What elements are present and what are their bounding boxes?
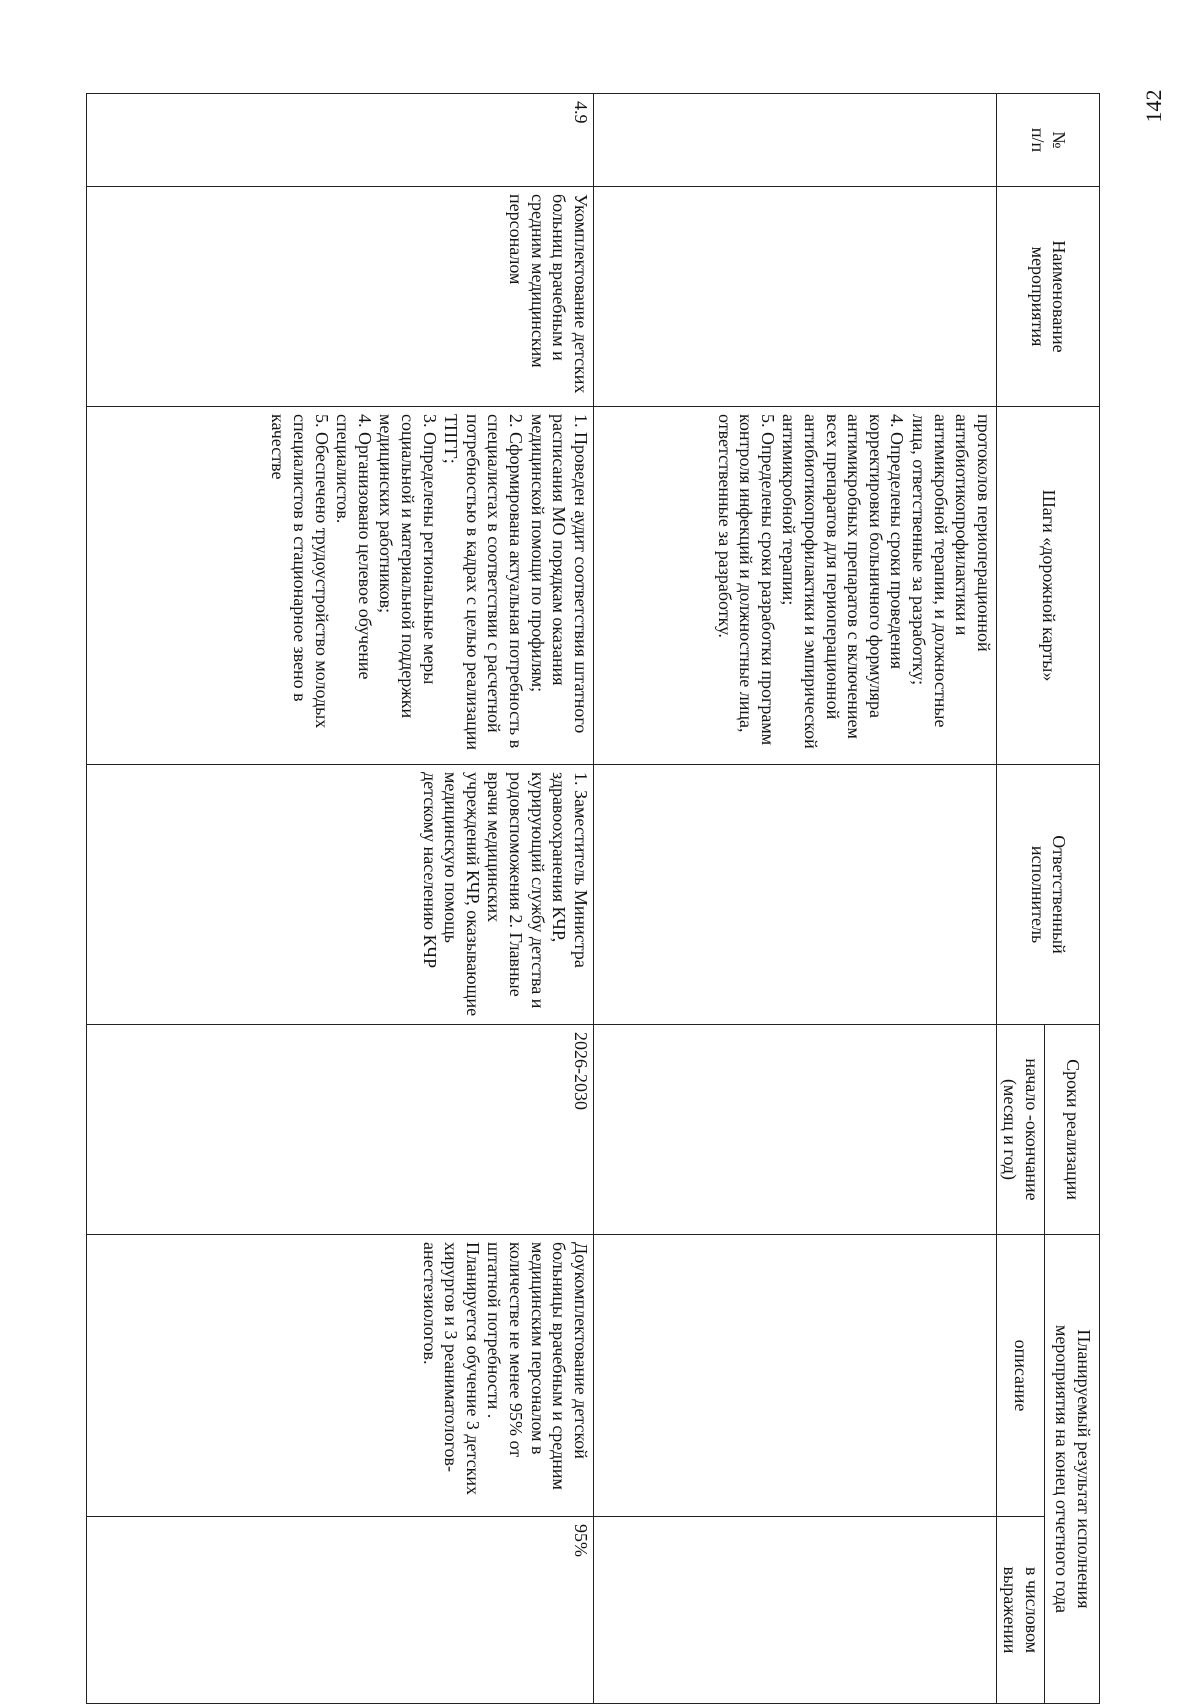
cell-num [593, 94, 996, 187]
header-result-desc: описание [996, 1235, 1044, 1517]
header-steps: Шаги «дорожной карты» [996, 407, 1099, 765]
cell-name [593, 187, 996, 407]
table-row [593, 94, 996, 1704]
header-name: Наименование мероприятия [996, 187, 1099, 407]
cell-steps: протоколов периоперационной антибиотикопрофилактики и антимикробной терапии, и должностные лица, ответственные за разработку; 4. Определены сроки проведения корректировки больничного формуляра антимикробных препаратов с включением всех препаратов для периоперационной антибиотикопрофилактики и эмпирической антимикробной терапии; 5. Определены сроки разработки программ контроля инфекций и должностные лица, ответственные за разработку. [593, 407, 996, 765]
cell-result-num: 95% [87, 1517, 594, 1704]
rotated-page [86, 93, 1100, 1703]
cell-num: 4.9 [87, 94, 594, 187]
roadmap-table [86, 93, 1100, 1704]
cell-terms [593, 1025, 996, 1235]
cell-name: Укомплектование детских больниц врачебным и средним медицинским персоналом [87, 187, 594, 407]
page-number: 142 [1141, 89, 1166, 123]
cell-steps: 1. Проведен аудит соответствия штатного расписания МО порядкам оказания медицинской помощи по профилям; 2. Сформирована актуальная потребность в специалистах в соответствии с расчетной потребностью в кадрах с целью реализации ТПГГ; 3. Определены региональные меры социальной и материальной поддержки медицинских работников; 4. Организовано целевое обучение специалистов. 5. Обеспечено трудоустройство молодых специалистов в стационарное звено в качестве [87, 407, 594, 765]
header-num: № п/п [996, 94, 1099, 187]
header-result-num: в числовом выражении [996, 1517, 1044, 1704]
cell-result-desc: Доукомплектование детской больницы врачебным и средним медицинским персоналом в количестве не менее 95% от штатной потребности . Планируется обучение 3 детских хирургов и 3 реаниматологов-анестезиологов. [87, 1235, 594, 1517]
table-row [87, 94, 594, 1704]
header-executor: Ответственный исполнитель [996, 765, 1099, 1025]
header-result: Планируемый результат исполнения мероприятия на конец отчетного года [1045, 1235, 1100, 1704]
cell-terms: 2026-2030 [87, 1025, 594, 1235]
cell-result-num [593, 1517, 996, 1704]
cell-result-desc [593, 1235, 996, 1517]
cell-executor [593, 765, 996, 1025]
header-terms: Сроки реализации [1045, 1025, 1100, 1235]
header-terms-sub: начало -окончание (месяц и год) [996, 1025, 1044, 1235]
cell-executor: 1. Заместитель Министра здравоохранения КЧР, курирующий службу детства и родовспоможения 2. Главные врачи медицинских учреждений КЧР, оказывающие медицинскую помощь детскому населению КЧР [87, 765, 594, 1025]
